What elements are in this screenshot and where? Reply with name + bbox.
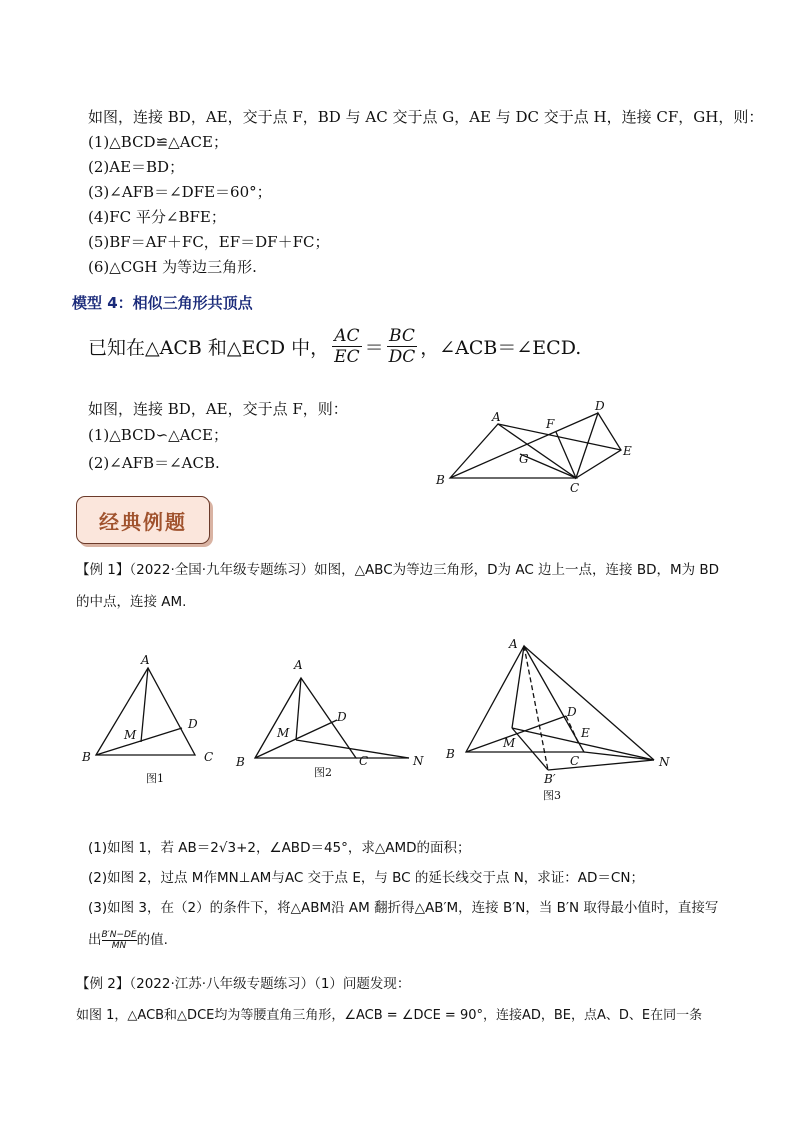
fig3-de-dashed xyxy=(566,716,578,742)
fig3-bd xyxy=(466,716,566,752)
fig1-label-m: M xyxy=(124,728,137,742)
fig3-bpn xyxy=(548,760,654,770)
fig3-triangle xyxy=(466,646,584,752)
example1-q1: (1)如图 1，若 AB＝2√3+2，∠ABD＝45°，求△AMD的面积； xyxy=(88,840,471,856)
fig3-bn xyxy=(584,752,654,760)
given-prefix: 已知在△ACB 和△ECD 中， xyxy=(88,337,330,359)
equals-sign: ＝ xyxy=(364,337,384,359)
fig3-label-n: N xyxy=(659,755,670,769)
fig3-label-c: C xyxy=(570,754,580,768)
label-c: C xyxy=(570,481,580,495)
model4-item: (1)△BCD∽△ACE； xyxy=(88,426,228,444)
fraction-numerator: AC xyxy=(334,326,360,346)
fig3-caption: 图3 xyxy=(543,789,561,802)
fig2-am xyxy=(296,678,301,740)
fraction-numerator: BC xyxy=(389,326,415,346)
q3-suffix: 的值. xyxy=(136,932,168,948)
example1-q3-line2 xyxy=(88,928,168,951)
fig2-label-m: M xyxy=(277,726,290,740)
fig3-label-m: M xyxy=(503,736,516,750)
fig2-label-b: B xyxy=(236,755,245,769)
fig1-label-d: D xyxy=(188,717,198,731)
fig3-label-bprime: B′ xyxy=(544,772,556,786)
label-b: B xyxy=(436,473,445,487)
fraction-numerator: B′N−DE xyxy=(101,929,137,940)
fig1-label-a: A xyxy=(141,653,150,667)
given-suffix: ，∠ACB＝∠ECD. xyxy=(420,337,582,359)
model4-title: 模型 4：相似三角形共顶点 xyxy=(72,294,253,312)
fig1-label-b: B xyxy=(82,750,91,764)
fig3-label-a: A xyxy=(509,637,518,651)
fig2-label-n: N xyxy=(413,754,424,768)
label-g: G xyxy=(519,452,529,466)
q3-fraction xyxy=(102,930,137,951)
section-title: 经典例题 xyxy=(99,509,187,534)
model4-item: (2)∠AFB＝∠ACB. xyxy=(88,454,220,472)
example1-q3-line1: (3)如图 3，在（2）的条件下，将△ABM沿 AM 翻折得△AB′M，连接 B′N，当 B′N 取得最小值时，直接写 xyxy=(88,900,719,916)
example1-line1: 【例 1】（2022·全国·九年级专题练习）如图，△ABC为等边三角形，D为 AC 边上一点，连接 BD，M为 BD xyxy=(76,562,720,578)
model3-item: (5)BF＝AF＋FC，EF＝DF＋FC； xyxy=(88,233,330,251)
example2-line1: 【例 2】（2022·江苏·八年级专题练习）（1）问题发现： xyxy=(76,976,411,992)
model3-item: (4)FC 平分∠BFE； xyxy=(88,208,226,226)
label-a: A xyxy=(492,410,501,424)
fraction-denominator: DC xyxy=(388,347,416,367)
fig2-caption: 图2 xyxy=(314,766,332,779)
example1-q2: (2)如图 2，过点 M作MN⊥AM与AC 交于点 E，与 BC 的延长线交于点 N，求证：AD＝CN； xyxy=(88,870,644,886)
q3-prefix: 出 xyxy=(88,932,102,948)
fig1-bd xyxy=(96,728,182,755)
model3-item: (2)AE＝BD； xyxy=(88,158,185,176)
fraction-denominator: EC xyxy=(334,347,360,367)
label-e: E xyxy=(623,444,632,458)
fig3-an xyxy=(524,646,654,760)
fig1-triangle xyxy=(96,668,195,755)
fraction-denominator: MN xyxy=(111,940,127,951)
fig3-label-e: E xyxy=(581,726,590,740)
model3-item: (3)∠AFB＝∠DFE＝60°； xyxy=(88,183,272,201)
model3-item: (1)△BCD≌△ACE； xyxy=(88,133,228,151)
fig3-label-d: D xyxy=(567,705,577,719)
fig2-label-d: D xyxy=(337,710,347,724)
example1-line2: 的中点，连接 AM. xyxy=(76,594,187,610)
model3-intro: 如图，连接 BD，AE，交于点 F，BD 与 AC 交于点 G，AE 与 DC 交于点 H，连接 CF，GH，则： xyxy=(88,108,764,126)
fig2-label-a: A xyxy=(294,658,303,672)
fig1-caption: 图1 xyxy=(146,772,164,785)
fig2-label-c: C xyxy=(359,754,369,768)
label-d: D xyxy=(595,399,605,413)
fig1-label-c: C xyxy=(204,750,214,764)
fig2-mn xyxy=(296,740,409,758)
label-f: F xyxy=(546,417,555,431)
model3-item: (6)△CGH 为等边三角形. xyxy=(88,258,257,276)
example2-line2: 如图 1，△ACB和△DCE均为等腰直角三角形，∠ACB = ∠DCE = 90°，连接AD，BE，点A、D、E在同一条 xyxy=(76,1008,703,1023)
fig3-label-b: B xyxy=(446,747,455,761)
model4-intro: 如图，连接 BD，AE，交于点 F，则： xyxy=(88,400,348,418)
